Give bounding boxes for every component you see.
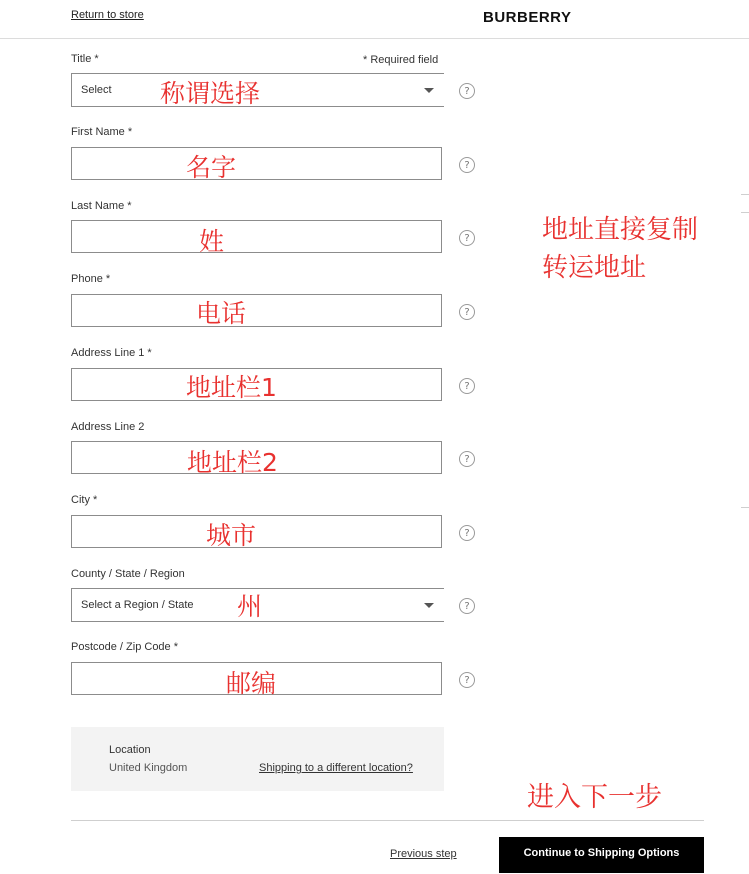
region-annotation: 州	[237, 592, 263, 621]
brand-logo[interactable]: BURBERRY	[483, 9, 572, 26]
title-label: Title *	[71, 53, 99, 65]
location-title: Location	[109, 744, 151, 756]
help-icon[interactable]: ?	[459, 83, 475, 99]
side-annotation-line-1: 地址直接复制	[542, 215, 699, 245]
help-icon[interactable]: ?	[459, 525, 475, 541]
city-input[interactable]	[71, 515, 442, 548]
first-name-input[interactable]	[71, 147, 442, 180]
phone-label: Phone *	[71, 273, 111, 285]
phone-annotation: 电话	[196, 299, 247, 328]
last-name-label: Last Name *	[71, 200, 132, 212]
header-divider	[0, 38, 749, 39]
location-value: United Kingdom	[109, 762, 188, 774]
help-icon[interactable]: ?	[459, 672, 475, 688]
title-annotation: 称谓选择	[160, 79, 261, 108]
continue-button[interactable]: Continue to Shipping Options	[499, 837, 704, 873]
region-select-value: Select a Region / State	[81, 599, 194, 611]
previous-step-link[interactable]: Previous step	[390, 848, 457, 860]
help-icon[interactable]: ?	[459, 598, 475, 614]
side-annotation-line-2: 转运地址	[542, 253, 647, 283]
last-name-annotation: 姓	[199, 227, 225, 256]
location-panel	[71, 727, 444, 791]
help-icon[interactable]: ?	[459, 451, 475, 467]
phone-input[interactable]	[71, 294, 442, 327]
chevron-down-icon	[424, 603, 434, 608]
city-label: City *	[71, 494, 98, 506]
edge-divider	[741, 212, 749, 213]
last-name-input[interactable]	[71, 220, 442, 253]
help-icon[interactable]: ?	[459, 378, 475, 394]
first-name-annotation: 名字	[186, 153, 237, 182]
footer-divider	[71, 820, 704, 821]
next-step-annotation: 进入下一步	[527, 782, 662, 813]
address-line-2-label: Address Line 2	[71, 421, 145, 433]
address-line-1-annotation: 地址栏1	[186, 373, 277, 402]
city-annotation: 城市	[206, 521, 257, 550]
address-line-1-label: Address Line 1 *	[71, 347, 152, 359]
help-icon[interactable]: ?	[459, 157, 475, 173]
help-icon[interactable]: ?	[459, 230, 475, 246]
required-field-note: * Required field	[363, 54, 439, 66]
region-label: County / State / Region	[71, 568, 185, 580]
edge-divider	[741, 194, 749, 195]
help-icon[interactable]: ?	[459, 304, 475, 320]
chevron-down-icon	[424, 88, 434, 93]
edge-divider	[741, 507, 749, 508]
side-annotation	[542, 211, 698, 287]
change-location-link[interactable]: Shipping to a different location?	[259, 762, 413, 774]
first-name-label: First Name *	[71, 126, 133, 138]
address-line-2-annotation: 地址栏2	[187, 448, 278, 477]
postcode-annotation: 邮编	[226, 669, 277, 698]
return-to-store-link[interactable]: Return to store	[71, 9, 144, 21]
postcode-label: Postcode / Zip Code *	[71, 641, 179, 653]
title-select-value: Select	[81, 84, 112, 96]
